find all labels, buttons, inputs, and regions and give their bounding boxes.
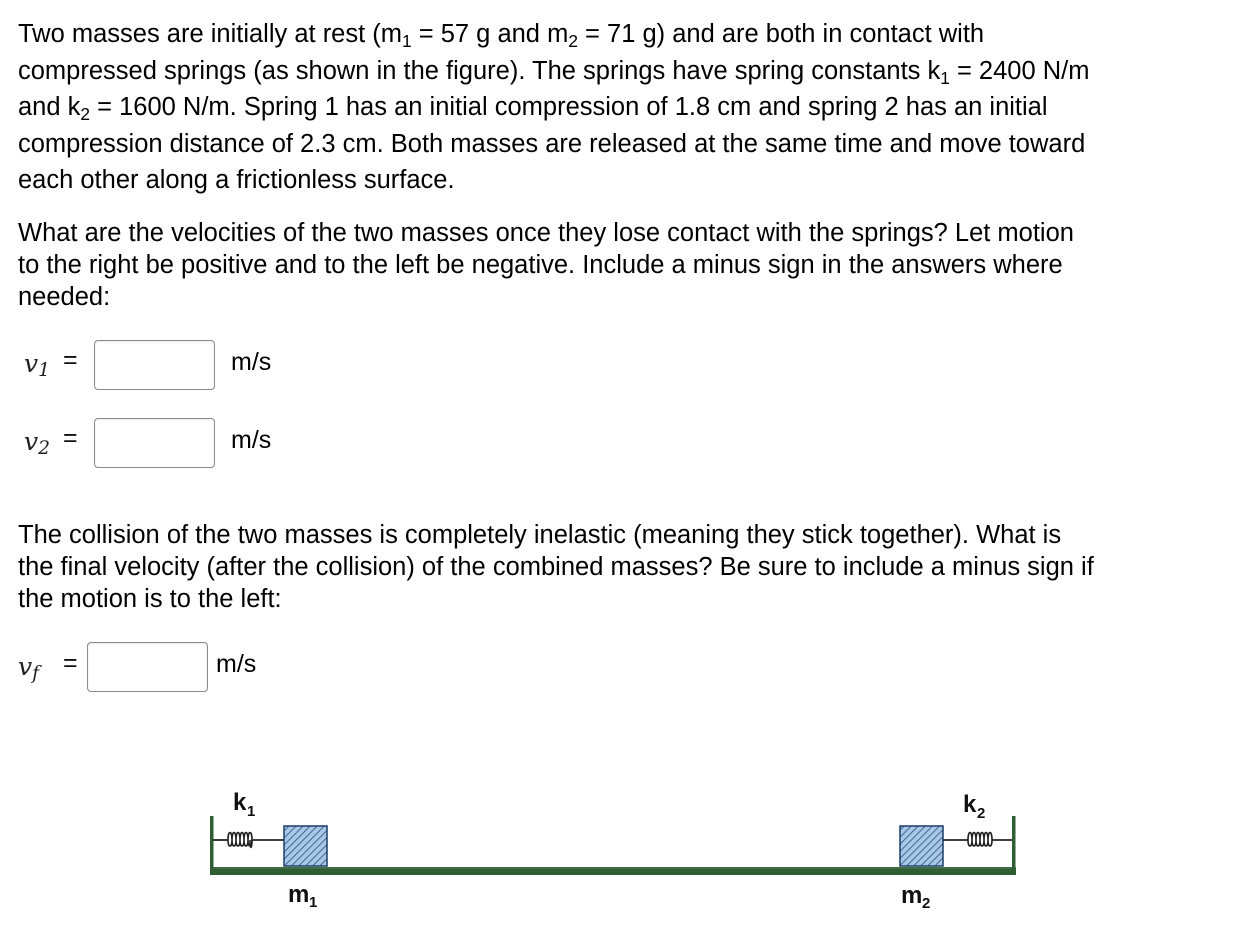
answer-row-v2 — [0, 416, 400, 468]
k2-label: k — [963, 791, 977, 818]
variable-v2: $v_2$ — [24, 427, 51, 459]
v2-input[interactable] — [94, 418, 215, 468]
problem-line: compression distance of 2.3 cm. Both masses are released at the same time and move toward — [18, 129, 1086, 158]
k1-label: k — [233, 789, 247, 816]
answer-row-vf — [0, 640, 400, 692]
spring-1 — [213, 833, 284, 848]
m2-label: m — [901, 882, 923, 909]
springs-masses-figure — [200, 780, 1030, 915]
vf-unit: m/s — [216, 650, 257, 678]
mass-block-2 — [900, 826, 943, 866]
problem-line: Two masses are initially at rest ($m_1 = 57$ g and $m_2 = 71$ g) and are both in contact with — [18, 20, 985, 51]
k2-sub: 2 — [977, 805, 986, 822]
equals-sign: = — [63, 424, 78, 452]
equals-sign: = — [63, 346, 78, 374]
mass-block-1 — [284, 826, 327, 866]
vf-input[interactable] — [87, 642, 208, 692]
k1-sub: 1 — [247, 803, 256, 820]
question-line: the motion is to the left: — [18, 585, 282, 613]
question-line: needed: — [18, 283, 111, 311]
m1-label: m — [288, 881, 310, 908]
question-line: What are the velocities of the two masses once they lose contact with the springs? Let motion — [18, 219, 1074, 247]
variable-vf: $v_f$ — [18, 652, 40, 684]
m1-sub: 1 — [309, 894, 318, 911]
right-wall — [1012, 816, 1016, 874]
answer-row-v1 — [0, 338, 400, 390]
question-line: to the right be positive and to the left be negative. Include a minus sign in the answers where — [18, 251, 1063, 279]
question-line: the final velocity (after the collision) of the combined masses? Be sure to include a minus sign if — [18, 553, 1094, 581]
surface-texture — [210, 867, 1016, 869]
question-line: The collision of the two masses is completely inelastic (meaning they stick together). What is — [18, 521, 1062, 549]
v2-unit: m/s — [231, 426, 272, 454]
question-final-velocity — [18, 519, 1233, 615]
spring-2 — [943, 833, 1012, 847]
problem-line: compressed springs (as shown in the figure). The springs have spring constants $k_1 = 2400$ N/m — [18, 56, 1090, 88]
equals-sign: = — [63, 649, 78, 677]
problem-line: each other along a frictionless surface. — [18, 166, 455, 194]
left-wall — [210, 816, 214, 874]
question-velocities — [18, 217, 1233, 313]
v1-unit: m/s — [231, 348, 272, 376]
v1-input[interactable] — [94, 340, 215, 390]
problem-statement — [18, 16, 1233, 199]
m2-sub: 2 — [922, 895, 931, 912]
variable-v1: $v_1$ — [24, 349, 51, 381]
problem-line: and $k_2 = 1600$ N/m. Spring 1 has an initial compression of 1.8 cm and spring 2 has an initial — [18, 93, 1048, 124]
